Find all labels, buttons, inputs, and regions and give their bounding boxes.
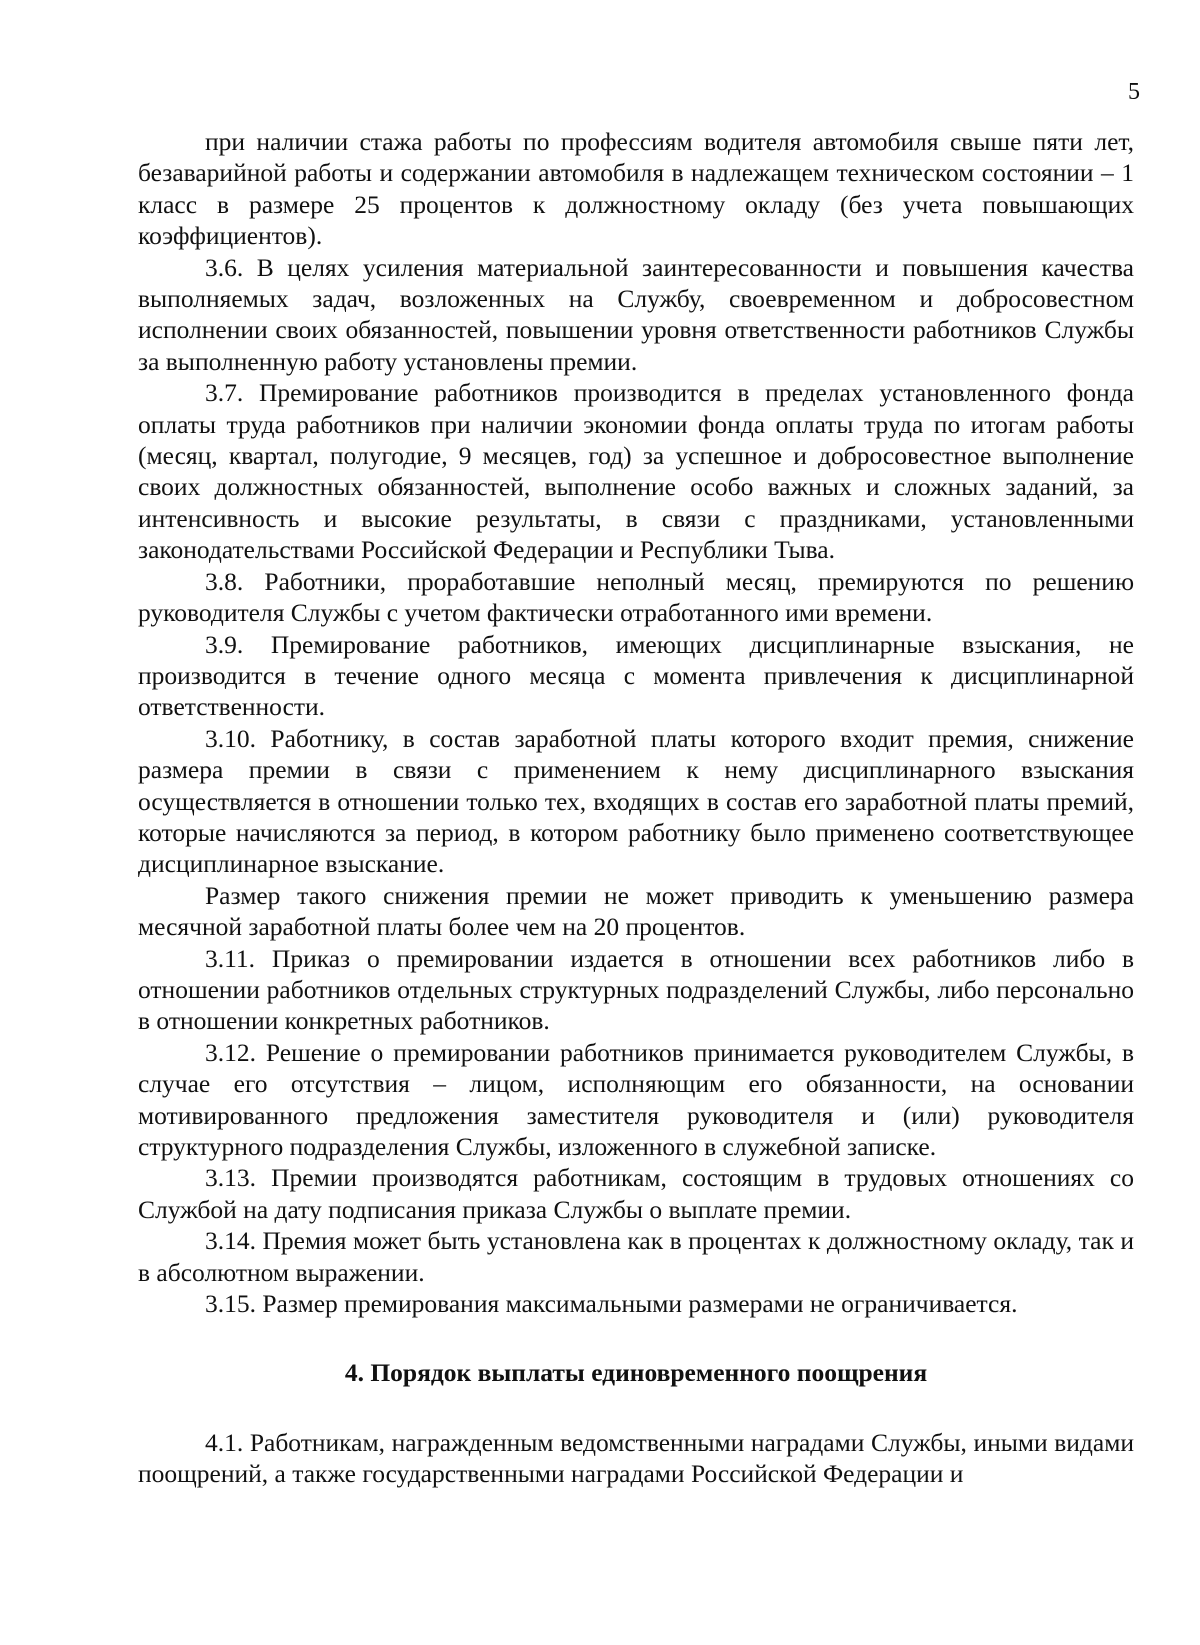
paragraph-3-9: 3.9. Премирование работников, имеющих дисциплинарные взыскания, не производится в течение одного месяца с момента привлечения к дисциплинарной ответственности. [138, 629, 1134, 722]
paragraph-continuation: при наличии стажа работы по профессиям водителя автомобиля свыше пяти лет, безаварийной работы и содержании автомобиля в надлежащем техническом состоянии – 1 класс в размере 25 процентов к должностному окладу (без учета повышающих коэффициентов). [138, 127, 1134, 251]
paragraph-3-8: 3.8. Работники, проработавшие неполный месяц, премируются по решению руководителя Службы с учетом фактически отработанного ими времени. [138, 566, 1134, 628]
paragraph-3-13: 3.13. Премии производятся работникам, состоящим в трудовых отношениях со Службой на дату подписания приказа Службы о выплате премии. [138, 1163, 1134, 1224]
paragraph-3-14: 3.14. Премия может быть установлена как в процентах к должностному окладу, так и в абсолютном выражении. [138, 1226, 1134, 1287]
document-body [138, 126, 1134, 1490]
paragraph-3-7: 3.7. Премирование работников производится в пределах установленного фонда оплаты труда работников при наличии экономии фонда оплаты труда по итогам работы (месяц, квартал, полугодие, 9 месяцев, год) за успешное и добросовестное выполнение своих должностных обязанностей, выполнение особо важных и сложных заданий, за интенсивность и высокие результаты, в связи с праздниками, установленными законодательствами Российской Федерации и Республики Тыва. [138, 378, 1134, 565]
paragraph-3-15: 3.15. Размер премирования максимальными размерами не ограничивается. [205, 1289, 1018, 1319]
paragraph-3-10: 3.10. Работнику, в состав заработной платы которого входит премия, снижение размера премии в связи с применением к нему дисциплинарного взыскания осуществляется в отношении только тех, входящих в состав его заработной платы премий, которые начисляются за период, в котором работнику было применено соответствующее дисциплинарное взыскание. [138, 723, 1134, 879]
paragraph-3-6: 3.6. В целях усиления материальной заинтересованности и повышения качества выполняемых задач, возложенных на Службу, своевременном и добросовестном исполнении своих обязанностей, повышении уровня ответственности работников Службы за выполненную работу установлены премии. [138, 252, 1134, 376]
section-heading: 4. Порядок выплаты единовременного поощрения [344, 1358, 928, 1388]
paragraph-3-12: 3.12. Решение о премировании работников принимается руководителем Службы, в случае его отсутствия – лицом, исполняющим его обязанности, на основании мотивированного предложения заместителя руководителя и (или) руководителя структурного подразделения Службы, изложенного в служебной записке. [138, 1037, 1134, 1161]
paragraph-3-10-limit: Размер такого снижения премии не может приводить к уменьшению размера месячной заработной платы более чем на 20 процентов. [138, 880, 1134, 942]
paragraph-4-1: 4.1. Работникам, награжденным ведомственными наградами Службы, иными видами поощрений, а также государственными наградами Российской Федерации и [138, 1427, 1134, 1489]
page-number: 5 [1128, 79, 1140, 105]
paragraph-3-11: 3.11. Приказ о премировании издается в отношении всех работников либо в отношении работников отдельных структурных подразделений Службы, либо персонально в отношении конкретных работников. [138, 943, 1134, 1036]
